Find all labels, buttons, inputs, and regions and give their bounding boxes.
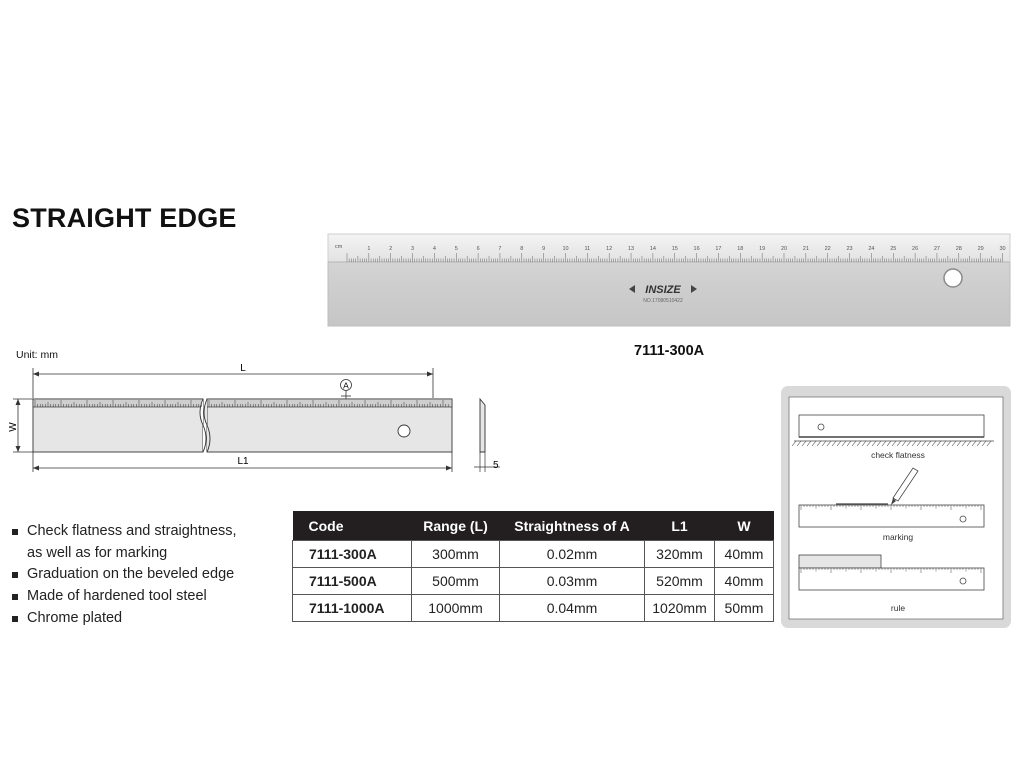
scale-number: 18 (737, 246, 744, 252)
width-label: W (8, 422, 19, 432)
overall-length-label: L1 (237, 456, 249, 467)
scale-number: 2 (389, 246, 393, 252)
length-label: L (240, 363, 246, 374)
scale-number: 4 (432, 246, 436, 252)
straight-edge-photo (326, 232, 1012, 328)
photo-caption: 7111-300A (634, 343, 705, 359)
scale-number: 27 (933, 246, 941, 252)
header-straightness: Straightness of A (500, 511, 645, 541)
rule-label: rule (890, 603, 906, 613)
serial-number: NO.17080510422 (643, 298, 683, 304)
scale-number: 13 (627, 246, 635, 252)
feature-item: Chrome plated (10, 608, 237, 630)
scale-number: 17 (715, 246, 722, 252)
scale-number: 1 (367, 246, 371, 252)
scale-number: 29 (977, 246, 984, 252)
header-l1: L1 (645, 511, 715, 541)
page-title: STRAIGHT EDGE (12, 203, 237, 233)
dimension-drawing (0, 360, 510, 480)
scale-number: 20 (780, 246, 788, 252)
scale-number: 5 (454, 246, 458, 252)
feature-list (10, 521, 237, 630)
scale-number: 11 (584, 246, 591, 252)
unit-label: Unit: mm (16, 349, 58, 361)
thickness-label: 5 (493, 460, 499, 471)
scale-number: 9 (542, 246, 546, 252)
scale-number: 23 (846, 246, 853, 252)
header-code: Code (293, 511, 412, 541)
ruler-body (33, 399, 452, 452)
scale-number: 22 (824, 246, 831, 252)
scale-number: 8 (520, 246, 524, 252)
scale-number: 6 (476, 246, 480, 252)
scale-number: 3 (411, 246, 415, 252)
scale-number: 10 (562, 246, 569, 252)
header-range: Range (L) (412, 511, 500, 541)
usage-illustration (780, 385, 1012, 629)
scale-number: 21 (802, 246, 809, 252)
header-w: W (715, 511, 774, 541)
feature-item: Check flatness and straightness, as well as for marking (10, 521, 237, 564)
edge-a-marker: A (343, 380, 349, 391)
feature-item: Graduation on the beveled edge (10, 564, 237, 586)
scale-number: 28 (955, 246, 962, 252)
table-row: 7111-1000A 1000mm 0.04mm 1020mm 50mm (293, 595, 774, 622)
scale-number: 25 (890, 246, 897, 252)
marking-label: marking (882, 532, 914, 542)
bullet-icon (12, 572, 18, 578)
scale-number: 12 (606, 246, 613, 252)
brand-text: INSIZE (645, 284, 681, 296)
scale-number: 7 (498, 246, 502, 252)
check-flatness-figure (792, 415, 994, 446)
scale-number: 14 (649, 246, 656, 252)
table-row: 7111-500A 500mm 0.03mm 520mm 40mm (293, 568, 774, 595)
spec-table (292, 511, 774, 622)
scale-number: 30 (999, 246, 1006, 252)
bullet-icon (12, 594, 18, 600)
table-row: 7111-300A 300mm 0.02mm 320mm 40mm (293, 541, 774, 568)
table-header-row (293, 511, 774, 541)
bullet-icon (12, 616, 18, 622)
scale-unit: cm (335, 244, 343, 250)
bullet-icon (12, 529, 18, 535)
scale-number: 26 (912, 246, 919, 252)
drawing-hole (398, 425, 410, 437)
scale-number: 24 (868, 246, 875, 252)
scale-number: 15 (671, 246, 678, 252)
hanging-hole (944, 269, 962, 287)
check-flatness-label: check flatness (871, 450, 925, 460)
feature-item: Made of hardened tool steel (10, 586, 237, 608)
scale-number: 19 (759, 246, 766, 252)
scale-number: 16 (693, 246, 700, 252)
